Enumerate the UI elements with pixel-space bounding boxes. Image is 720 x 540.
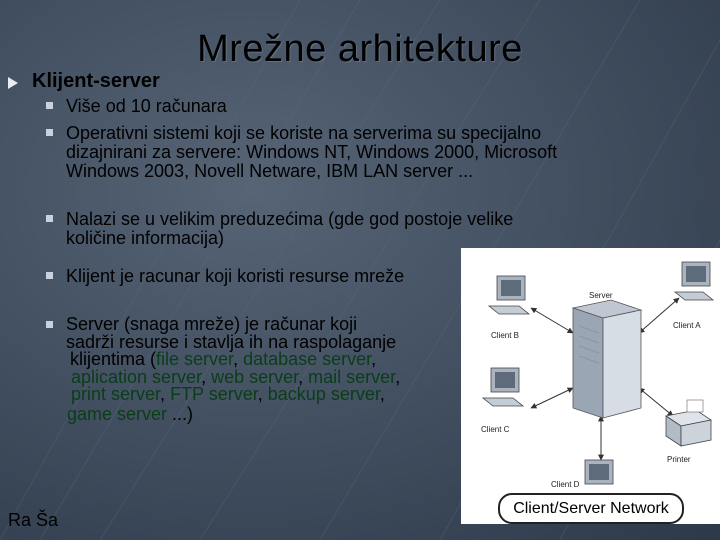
link-game-server[interactable]: game server — [67, 403, 168, 424]
link-ftp-server[interactable]: FTP server — [170, 384, 258, 404]
arrow-bullet-icon — [8, 77, 18, 89]
link-database-server[interactable]: database server — [243, 349, 372, 369]
client-server-diagram — [461, 248, 720, 524]
network-drawing — [461, 248, 720, 524]
printer-icon — [666, 400, 711, 446]
svg-text:Client C: Client C — [481, 425, 510, 434]
list-item: Više od 10 računara — [66, 97, 227, 116]
section-heading: Klijent-server — [32, 70, 160, 92]
diagram-caption: Client/Server Network — [498, 493, 684, 524]
list-item: Klijent je racunar koji koristi resurse mreže — [66, 267, 404, 286]
list-item: Server (snaga mreže) je računar koji sadrži resurse i stavlja ih na raspolaganje klijentima (file server, database server, aplication server, web server, mail server, print server, FTP server, backup server, game server ...) — [66, 316, 400, 423]
square-bullet-icon — [46, 215, 53, 222]
link-file-server[interactable]: file server — [156, 349, 234, 369]
link-mail-server[interactable]: mail server — [308, 366, 396, 387]
computer-icon — [675, 262, 713, 300]
footer-author: Ra Ša — [8, 510, 59, 530]
computer-icon — [483, 368, 523, 406]
square-bullet-icon — [46, 272, 53, 279]
square-bullet-icon — [46, 321, 53, 328]
list-item: Operativni sistemi koji se koriste na serverima su specijalno dizajnirani za servere: Windows NT, Windows 2000, Microsoft Windows 2003, Novell Netware, IBM LAN server ... — [66, 124, 557, 181]
link-print-server[interactable]: print server — [71, 384, 161, 404]
svg-text:Client D: Client D — [551, 480, 580, 489]
link-application-server[interactable]: aplication server — [71, 366, 202, 387]
link-backup-server[interactable]: backup server — [267, 384, 380, 404]
svg-text:Printer: Printer — [667, 455, 691, 464]
svg-text:Server: Server — [589, 291, 613, 300]
computer-icon — [585, 460, 613, 484]
square-bullet-icon — [46, 102, 53, 109]
link-web-server[interactable]: web server — [211, 366, 299, 387]
computer-icon — [489, 276, 529, 314]
client-b-label: Client B — [491, 331, 520, 340]
svg-text:Client A: Client A — [673, 321, 701, 330]
square-bullet-icon — [46, 129, 53, 136]
server-icon — [573, 300, 641, 418]
slide-title: Mrežne arhitekture — [197, 28, 523, 70]
list-item: Nalazi se u velikim preduzećima (gde god postoje velike količine informacija) — [66, 210, 513, 248]
